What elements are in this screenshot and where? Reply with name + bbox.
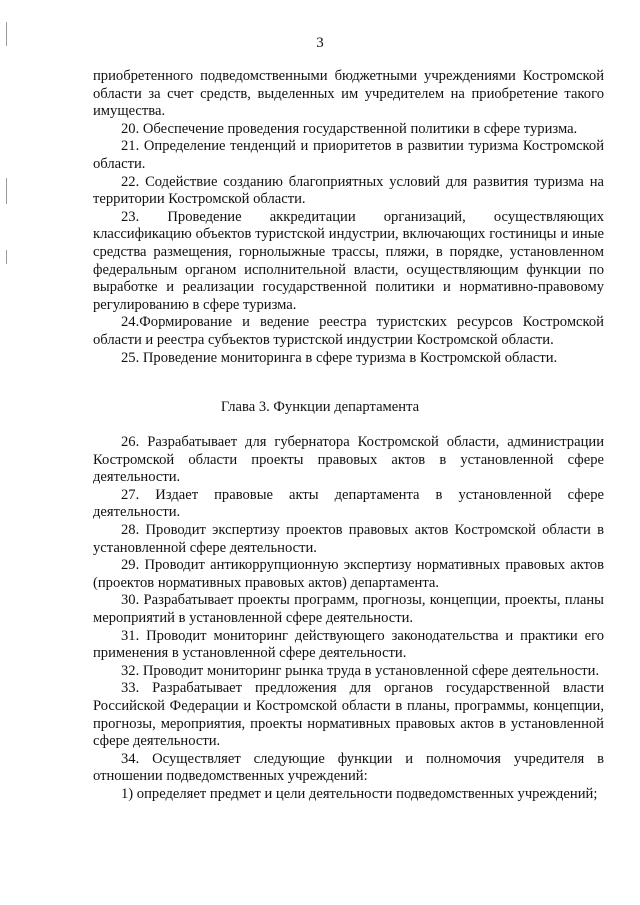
chapter-heading: Глава 3. Функции департамента — [220, 399, 420, 415]
paragraph-item-24: 24.Формирование и ведение реестра туристских ресурсов Костромской области и реестра субъектов туристской индустрии Костромской области. — [93, 314, 604, 348]
paragraph-item-20: 20. Обеспечение проведения государственной политики в сфере туризма. — [121, 120, 578, 137]
section-department-functions — [93, 434, 604, 803]
section-functions-tourism — [93, 68, 604, 367]
paragraph-item-26: 26. Разрабатывает для губернатора Костромской области, администрации Костромской области проекты правовых актов в установленной сфере деятельности. — [93, 434, 604, 486]
paragraph-subitem-1: 1) определяет предмет и цели деятельности подведомственных учреждений; — [121, 785, 598, 802]
paragraph-item-23: 23. Проведение аккредитации организаций, осуществляющих классификацию объектов туристской индустрии, включающих гостиницы и иные средства размещения, горнолыжные трассы, пляжи, в порядке, установленном федеральным органом исполнительной власти, осуществляющим функции по выработке и реализации государственной политики и нормативно-правовому регулированию в сфере туризма. — [93, 208, 604, 313]
paragraph-item-25: 25. Проведение мониторинга в сфере туризма в Костромской области. — [121, 349, 558, 366]
paragraph-item-22: 22. Содействие созданию благоприятных условий для развития туризма на территории Костромской области. — [93, 173, 604, 208]
scan-edge-mark — [6, 250, 7, 264]
paragraph-item-27: 27. Издает правовые акты департамента в установленной сфере деятельности. — [93, 486, 604, 521]
paragraph-item-33: 33. Разрабатывает предложения для органов государственной власти Российской Федерации и Костромской области в планы, программы, концепции, прогнозы, мероприятия, проекты нормативных правовых актов в установленной сфере деятельности. — [93, 680, 604, 750]
paragraph-item-30: 30. Разрабатывает проекты программ, прогнозы, концепции, проекты, планы мероприятий в установленной сфере деятельности. — [93, 592, 604, 626]
paragraph-item-32: 32. Проводит мониторинг рынка труда в установленной сфере деятельности. — [121, 662, 600, 679]
paragraph-item-34: 34. Осуществляет следующие функции и полномочия учредителя в отношении подведомственных учреждений: — [93, 750, 604, 785]
paragraph-item-29: 29. Проводит антикоррупционную экспертизу нормативных правовых актов (проектов нормативных правовых актов) департамента. — [93, 557, 604, 591]
paragraph-continuation: приобретенного подведомственными бюджетными учреждениями Костромской области за счет средств, выделенных им учредителем на приобретение такого имущества. — [93, 68, 604, 120]
paragraph-item-21: 21. Определение тенденций и приоритетов в развитии туризма Костромской области. — [93, 138, 604, 172]
page-number: 3 — [316, 35, 324, 51]
paragraph-item-31: 31. Проводит мониторинг действующего законодательства и практики его применения в установленной сфере деятельности. — [93, 627, 604, 662]
scan-edge-mark — [6, 178, 7, 204]
paragraph-item-28: 28. Проводит экспертизу проектов правовых актов Костромской области в установленной сфере деятельности. — [93, 521, 604, 556]
